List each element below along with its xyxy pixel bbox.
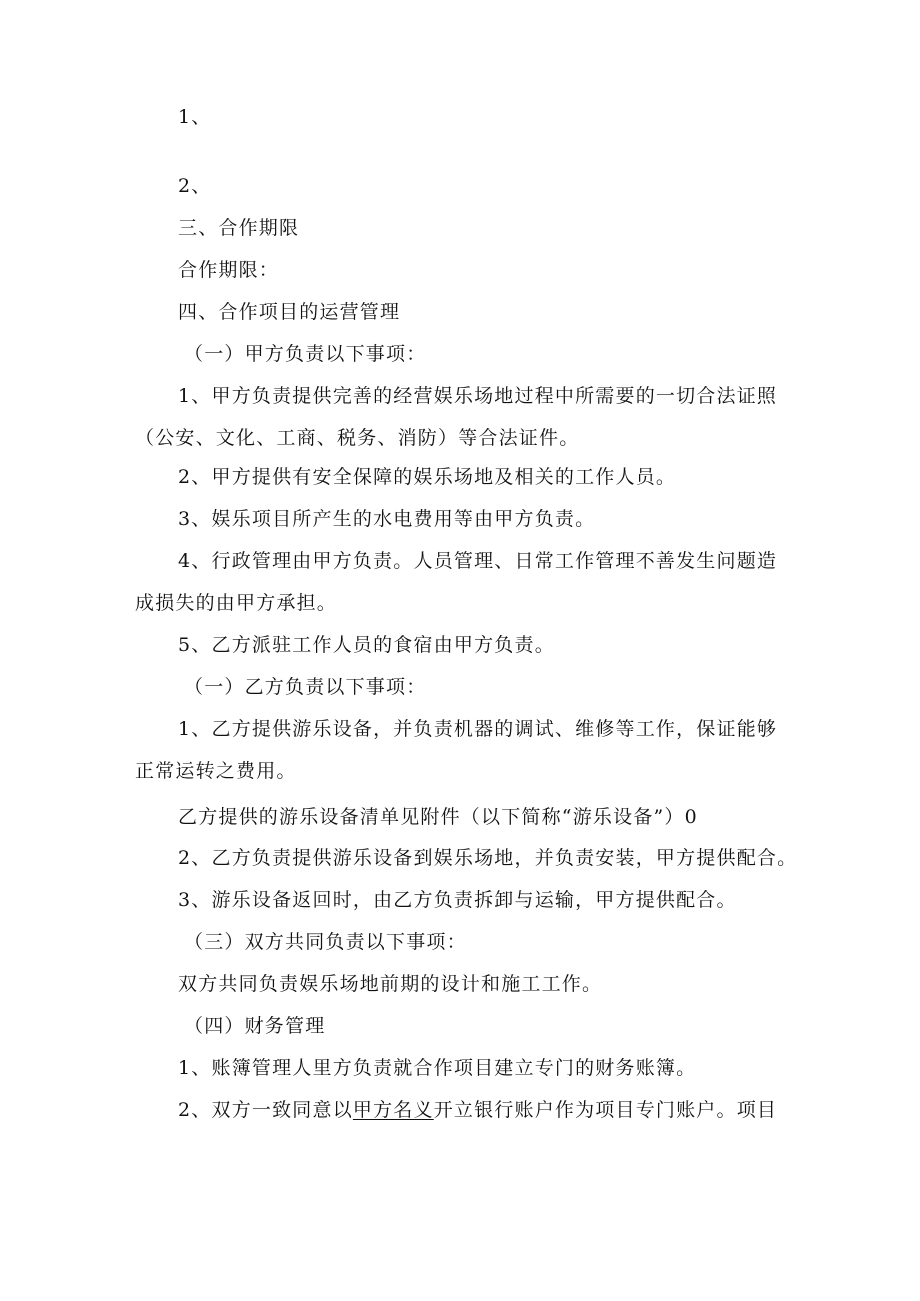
paragraph-line-account	[178, 1098, 777, 1122]
subheading-joint: （三）双方共同负责以下事项：	[184, 931, 467, 953]
paragraph-line: 1、乙方提供游乐设备，并负责机器的调试、维修等工作，保证能够	[178, 718, 778, 740]
paragraph-line: 2、乙方负责提供游乐设备到娱乐场地，并负责安装，甲方提供配合。	[178, 847, 798, 869]
paragraph-line: 1、甲方负责提供完善的经营娱乐场地过程中所需要的一切合法证照	[178, 385, 778, 407]
paragraph-line: 双方共同负责娱乐场地前期的设计和施工工作。	[178, 973, 603, 995]
paragraph-line: 正常运转之费用。	[135, 760, 297, 782]
underlined-party-name: 甲方名义	[352, 1099, 434, 1121]
subheading-party-a: （一）甲方负责以下事项：	[184, 343, 427, 365]
paragraph-line: 4、行政管理由甲方负责。人员管理、日常工作管理不善发生问题造	[178, 550, 778, 572]
paragraph-line: 5、乙方派驻工作人员的食宿由甲方负责。	[178, 634, 555, 656]
account-text-end: 开立银行账户作为项目专门账户。项目	[433, 1099, 778, 1121]
item-2-blank: 2、	[178, 175, 212, 197]
subheading-finance: （四）财务管理	[184, 1015, 326, 1037]
paragraph-line: （公安、文化、工商、税务、消防）等合法证件。	[135, 427, 580, 449]
paragraph-line: 2、甲方提供有安全保障的娱乐场地及相关的工作人员。	[178, 466, 677, 488]
paragraph-line: 1、账簿管理人里方负责就合作项目建立专门的财务账簿。	[178, 1057, 697, 1079]
term-label: 合作期限：	[178, 259, 280, 281]
section-heading-term: 三、合作期限	[178, 217, 300, 239]
paragraph-line: 乙方提供的游乐设备清单见附件（以下简称“游乐设备”）0	[178, 806, 698, 828]
paragraph-line: 3、游乐设备返回时，由乙方负责拆卸与运输，甲方提供配合。	[178, 889, 737, 911]
account-text-start: 2、双方一致同意以	[178, 1099, 353, 1121]
paragraph-line: 3、娱乐项目所产生的水电费用等由甲方负责。	[178, 508, 596, 530]
subheading-party-b: （一）乙方负责以下事项：	[184, 676, 427, 698]
section-heading-operations: 四、合作项目的运营管理	[178, 301, 401, 323]
paragraph-line: 成损失的由甲方承担。	[135, 592, 338, 614]
item-1-blank: 1、	[178, 106, 212, 128]
